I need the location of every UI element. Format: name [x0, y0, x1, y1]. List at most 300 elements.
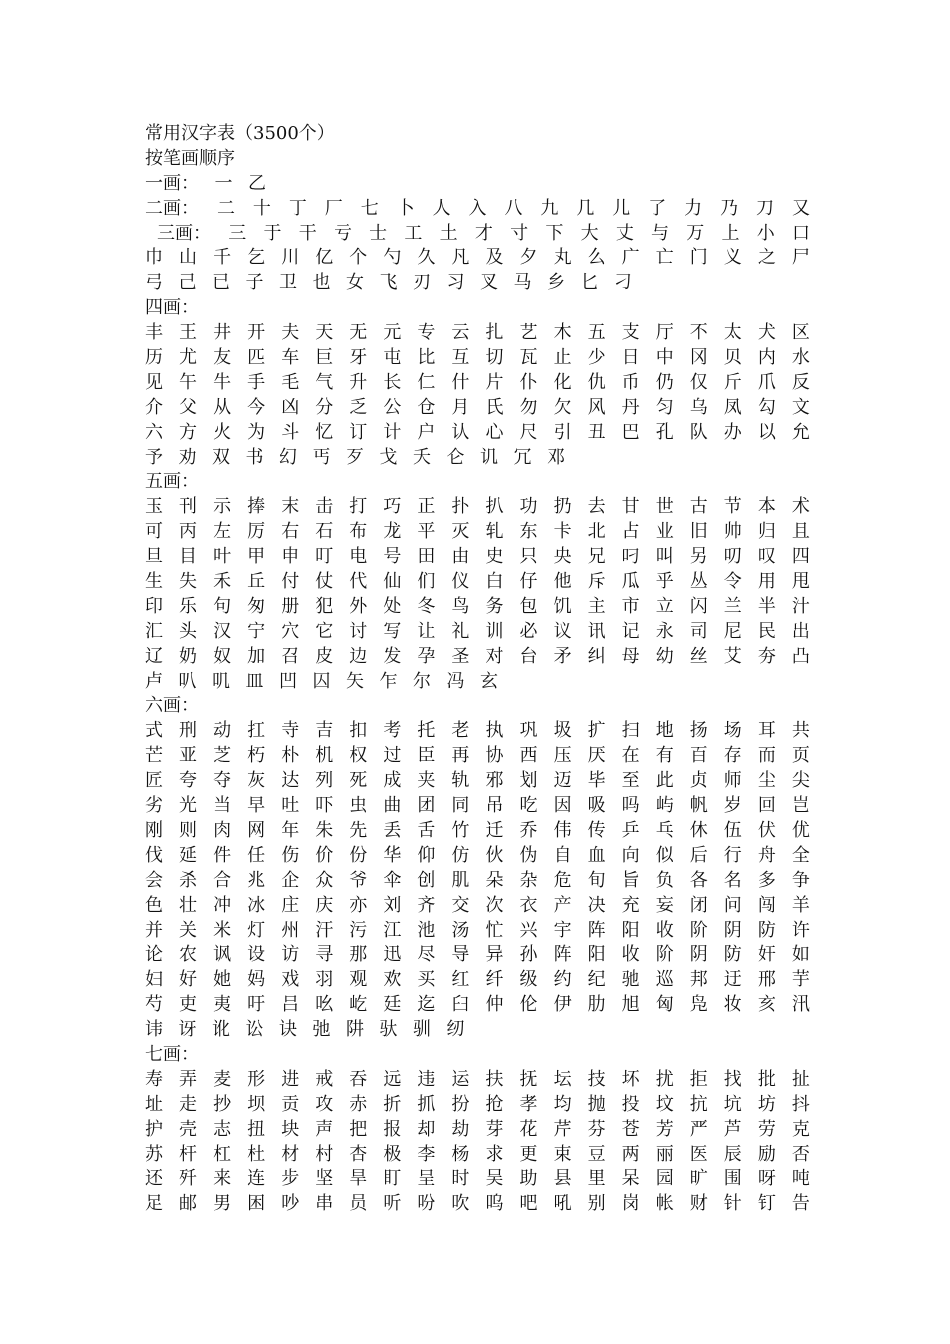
- hanzi-char: 午: [179, 371, 198, 393]
- hanzi-char: 帅: [723, 521, 742, 543]
- hanzi-char: 朵: [485, 869, 504, 891]
- hanzi-char: 芋: [791, 969, 810, 991]
- hanzi-char: 阱: [346, 1019, 364, 1041]
- hanzi-char: 扛: [247, 720, 266, 742]
- hanzi-char: 史: [485, 546, 504, 568]
- hanzi-char: 乓: [655, 819, 674, 841]
- hanzi-char: 杠: [213, 1143, 232, 1165]
- hanzi-char: 引: [553, 421, 572, 443]
- hanzi-char: 财: [689, 1193, 708, 1215]
- hanzi-char: 里: [587, 1168, 606, 1190]
- hanzi-char: 司: [689, 620, 708, 642]
- hanzi-char: 劳: [757, 1118, 776, 1140]
- hanzi-char: 充: [621, 894, 640, 916]
- hanzi-char: 去: [587, 496, 606, 518]
- hanzi-char: 个: [349, 247, 368, 269]
- character-row: [145, 1143, 810, 1168]
- hanzi-char: 少: [587, 347, 606, 369]
- hanzi-char: 木: [553, 322, 572, 344]
- hanzi-char: 术: [791, 496, 810, 518]
- stroke-count-label: 一画：: [145, 172, 199, 194]
- character-row: [145, 570, 810, 595]
- hanzi-char: 讹: [212, 1019, 230, 1041]
- hanzi-char: 山: [179, 247, 198, 269]
- hanzi-char: 芍: [145, 994, 163, 1016]
- hanzi-char: 正: [417, 496, 436, 518]
- hanzi-char: 长: [383, 371, 402, 393]
- hanzi-char: 坝: [247, 1093, 266, 1115]
- hanzi-char: 在: [621, 745, 640, 767]
- hanzi-char: 伦: [519, 994, 538, 1016]
- hanzi-char: 包: [519, 595, 538, 617]
- hanzi-char: 共: [791, 720, 810, 742]
- character-row: [145, 172, 810, 197]
- hanzi-char: 亿: [315, 247, 334, 269]
- hanzi-char: 过: [383, 745, 402, 767]
- hanzi-char: 阴: [689, 944, 708, 966]
- hanzi-char: 师: [723, 770, 742, 792]
- hanzi-char: 厌: [587, 745, 606, 767]
- hanzi-char: 阵: [553, 944, 572, 966]
- hanzi-char: 圾: [553, 720, 572, 742]
- hanzi-char: 皮: [315, 645, 334, 667]
- hanzi-char: 玄: [480, 670, 498, 692]
- hanzi-char: 仲: [485, 994, 504, 1016]
- hanzi-char: 吧: [519, 1193, 538, 1215]
- hanzi-char: 岁: [723, 795, 742, 817]
- hanzi-char: 加: [247, 645, 266, 667]
- hanzi-char: 人: [432, 197, 451, 219]
- stroke-sections: [145, 172, 810, 1217]
- hanzi-char: 匆: [247, 595, 266, 617]
- character-row: [145, 1118, 810, 1143]
- hanzi-char: 凶: [281, 396, 300, 418]
- hanzi-char: 杂: [519, 869, 538, 891]
- hanzi-char: 手: [247, 371, 266, 393]
- hanzi-char: 皿: [245, 670, 264, 692]
- hanzi-char: 吨: [791, 1168, 810, 1190]
- hanzi-char: 丸: [553, 247, 572, 269]
- hanzi-char: 匕: [580, 272, 599, 294]
- hanzi-char: 异: [485, 944, 504, 966]
- hanzi-char: 有: [655, 745, 674, 767]
- hanzi-char: 冬: [417, 595, 436, 617]
- hanzi-char: 克: [791, 1118, 810, 1140]
- hanzi-char: 兴: [519, 919, 538, 941]
- hanzi-char: 臼: [451, 994, 470, 1016]
- hanzi-char: 批: [757, 1068, 776, 1090]
- hanzi-char: 女: [346, 272, 364, 294]
- hanzi-char: 坏: [621, 1068, 640, 1090]
- character-row: [145, 346, 810, 371]
- hanzi-char: 吵: [281, 1193, 300, 1215]
- hanzi-char: 伍: [723, 819, 742, 841]
- hanzi-char: 十: [252, 197, 271, 219]
- hanzi-char: 民: [757, 620, 776, 642]
- hanzi-char: 县: [553, 1168, 572, 1190]
- hanzi-char: 匈: [655, 994, 674, 1016]
- hanzi-char: 村: [315, 1143, 334, 1165]
- hanzi-char: 戈: [379, 446, 398, 468]
- hanzi-char: 口: [791, 222, 810, 244]
- hanzi-char: 吹: [451, 1193, 470, 1215]
- hanzi-char: 币: [621, 371, 640, 393]
- hanzi-char: 另: [689, 546, 708, 568]
- hanzi-char: 奶: [179, 645, 198, 667]
- hanzi-char: 邦: [689, 969, 708, 991]
- hanzi-char: 迁: [485, 819, 504, 841]
- hanzi-char: 讨: [349, 620, 368, 642]
- hanzi-char: 禾: [213, 571, 232, 593]
- hanzi-char: 力: [684, 197, 703, 219]
- hanzi-char: 白: [485, 571, 504, 593]
- hanzi-char: 册: [281, 595, 300, 617]
- hanzi-char: 匠: [145, 770, 163, 792]
- hanzi-char: 杆: [179, 1143, 198, 1165]
- hanzi-char: 励: [757, 1143, 776, 1165]
- hanzi-char: 九: [540, 197, 559, 219]
- hanzi-char: 决: [587, 894, 606, 916]
- hanzi-char: 纠: [587, 645, 606, 667]
- hanzi-char: 巩: [519, 720, 538, 742]
- hanzi-char: 如: [791, 944, 810, 966]
- hanzi-char: 羽: [315, 969, 334, 991]
- hanzi-char: 匀: [655, 396, 674, 418]
- character-row: [145, 520, 810, 545]
- character-row: [145, 744, 810, 769]
- hanzi-char: 光: [179, 795, 198, 817]
- hanzi-char: 千: [213, 247, 232, 269]
- hanzi-char: 汁: [791, 595, 810, 617]
- hanzi-char: 旷: [689, 1168, 708, 1190]
- hanzi-char: 贝: [723, 347, 742, 369]
- hanzi-char: 世: [655, 496, 674, 518]
- hanzi-char: 时: [451, 1168, 470, 1190]
- hanzi-char: 氏: [485, 396, 504, 418]
- hanzi-char: 歼: [179, 1168, 198, 1190]
- hanzi-char: 吐: [281, 795, 300, 817]
- hanzi-char: 中: [655, 347, 674, 369]
- hanzi-char: 抗: [689, 1093, 708, 1115]
- hanzi-char: 钉: [757, 1193, 776, 1215]
- hanzi-char: 风: [587, 396, 606, 418]
- hanzi-char: 呈: [417, 1168, 436, 1190]
- stroke-count-label: 四画：: [145, 297, 199, 319]
- hanzi-char: 今: [247, 396, 266, 418]
- hanzi-char: 网: [247, 819, 266, 841]
- hanzi-char: 夫: [281, 322, 300, 344]
- hanzi-char: 合: [213, 869, 232, 891]
- hanzi-char: 乐: [179, 595, 198, 617]
- stroke-count-label: 六画：: [145, 695, 199, 717]
- hanzi-char: 矢: [346, 670, 364, 692]
- hanzi-char: 才: [474, 222, 493, 244]
- hanzi-char: 坛: [553, 1068, 572, 1090]
- hanzi-char: 凡: [451, 247, 470, 269]
- hanzi-char: 主: [587, 595, 606, 617]
- hanzi-char: 肋: [587, 994, 606, 1016]
- character-row: [145, 869, 810, 894]
- hanzi-char: 违: [417, 1068, 436, 1090]
- hanzi-char: 存: [723, 745, 742, 767]
- hanzi-char: 红: [451, 969, 470, 991]
- hanzi-char: 召: [281, 645, 300, 667]
- hanzi-char: 句: [213, 595, 232, 617]
- hanzi-char: 乏: [349, 396, 368, 418]
- hanzi-char: 它: [315, 620, 334, 642]
- hanzi-char: 污: [349, 919, 368, 941]
- hanzi-char: 早: [247, 795, 266, 817]
- hanzi-char: 盯: [383, 1168, 402, 1190]
- hanzi-char: 戒: [315, 1068, 334, 1090]
- hanzi-char: 份: [349, 844, 368, 866]
- hanzi-char: 灭: [451, 521, 470, 543]
- hanzi-char: 上: [721, 222, 740, 244]
- character-row: [145, 495, 810, 520]
- hanzi-char: 互: [451, 347, 470, 369]
- hanzi-char: 阶: [655, 944, 674, 966]
- hanzi-char: 号: [383, 546, 402, 568]
- hanzi-char: 辽: [145, 645, 163, 667]
- hanzi-char: 巧: [383, 496, 402, 518]
- hanzi-char: 邢: [757, 969, 776, 991]
- hanzi-char: 先: [349, 819, 368, 841]
- hanzi-char: 听: [383, 1193, 402, 1215]
- hanzi-char: 则: [179, 819, 198, 841]
- hanzi-char: 允: [791, 421, 810, 443]
- hanzi-char: 叭: [178, 670, 197, 692]
- hanzi-char: 权: [349, 745, 368, 767]
- character-row: [145, 894, 810, 919]
- hanzi-char: 入: [468, 197, 487, 219]
- hanzi-char: 让: [417, 620, 436, 642]
- hanzi-char: 扔: [553, 496, 572, 518]
- hanzi-char: 尼: [723, 620, 742, 642]
- hanzi-char: 防: [757, 919, 776, 941]
- hanzi-char: 卢: [145, 670, 163, 692]
- hanzi-char: 公: [383, 396, 402, 418]
- hanzi-char: 兰: [723, 595, 742, 617]
- hanzi-char: 永: [655, 620, 674, 642]
- hanzi-char: 汤: [451, 919, 470, 941]
- hanzi-char: 员: [349, 1193, 368, 1215]
- hanzi-char: 土: [439, 222, 458, 244]
- hanzi-char: 扫: [621, 720, 640, 742]
- hanzi-char: 必: [519, 620, 538, 642]
- hanzi-char: 乔: [519, 819, 538, 841]
- character-row: [145, 1068, 810, 1093]
- hanzi-char: 车: [281, 347, 300, 369]
- hanzi-char: 极: [383, 1143, 402, 1165]
- hanzi-char: 巡: [655, 969, 674, 991]
- hanzi-char: 丛: [689, 571, 708, 593]
- hanzi-char: 讼: [245, 1019, 264, 1041]
- hanzi-char: 平: [417, 521, 436, 543]
- hanzi-char: 式: [145, 720, 163, 742]
- hanzi-char: 西: [519, 745, 538, 767]
- character-row: [145, 271, 810, 296]
- hanzi-char: 纫: [446, 1019, 465, 1041]
- hanzi-char: 收: [655, 919, 674, 941]
- hanzi-char: 吃: [519, 795, 538, 817]
- hanzi-char: 吉: [315, 720, 334, 742]
- hanzi-char: 男: [213, 1193, 232, 1215]
- hanzi-char: 冗: [513, 446, 532, 468]
- hanzi-char: 呜: [485, 1193, 504, 1215]
- hanzi-char: 虫: [349, 795, 368, 817]
- hanzi-char: 李: [417, 1143, 436, 1165]
- hanzi-char: 弛: [312, 1019, 331, 1041]
- hanzi-char: 夯: [757, 645, 776, 667]
- hanzi-char: 厅: [655, 322, 674, 344]
- hanzi-char: 危: [553, 869, 572, 891]
- hanzi-char: 针: [723, 1193, 742, 1215]
- hanzi-char: 优: [791, 819, 810, 841]
- hanzi-char: 古: [689, 496, 708, 518]
- hanzi-char: 井: [213, 322, 232, 344]
- hanzi-char: 束: [553, 1143, 572, 1165]
- hanzi-char: 于: [263, 222, 282, 244]
- hanzi-char: 讶: [178, 1019, 197, 1041]
- hanzi-char: 叨: [723, 546, 742, 568]
- hanzi-char: 协: [485, 745, 504, 767]
- hanzi-char: 心: [485, 421, 504, 443]
- hanzi-char: 行: [723, 844, 742, 866]
- hanzi-char: 玉: [145, 496, 163, 518]
- hanzi-char: 芒: [145, 745, 163, 767]
- hanzi-char: 北: [587, 521, 606, 543]
- hanzi-char: 汇: [145, 620, 163, 642]
- hanzi-char: 围: [723, 1168, 742, 1190]
- document-page: [145, 122, 810, 1217]
- hanzi-char: 节: [723, 496, 742, 518]
- hanzi-char: 乙: [248, 172, 266, 194]
- hanzi-char: 自: [553, 844, 572, 866]
- hanzi-char: 爪: [757, 371, 776, 393]
- hanzi-char: 伞: [383, 869, 402, 891]
- hanzi-char: 处: [383, 595, 402, 617]
- hanzi-char: 业: [655, 521, 674, 543]
- hanzi-char: 运: [451, 1068, 470, 1090]
- hanzi-char: 投: [621, 1093, 640, 1115]
- hanzi-char: 令: [723, 571, 742, 593]
- hanzi-char: 义: [723, 247, 742, 269]
- hanzi-char: 轨: [451, 770, 470, 792]
- hanzi-char: 庆: [315, 894, 334, 916]
- hanzi-char: 反: [791, 371, 810, 393]
- hanzi-char: 她: [213, 969, 232, 991]
- hanzi-char: 屯: [383, 347, 402, 369]
- hanzi-char: 呆: [621, 1168, 640, 1190]
- hanzi-char: 齐: [417, 894, 436, 916]
- hanzi-char: 爷: [349, 869, 368, 891]
- hanzi-char: 孔: [655, 421, 674, 443]
- hanzi-char: 也: [312, 272, 331, 294]
- hanzi-char: 亚: [179, 745, 198, 767]
- hanzi-char: 芳: [655, 1118, 674, 1140]
- hanzi-char: 乌: [689, 396, 708, 418]
- hanzi-char: 六: [145, 421, 163, 443]
- hanzi-char: 仗: [315, 571, 334, 593]
- hanzi-char: 走: [179, 1093, 198, 1115]
- hanzi-char: 吓: [315, 795, 334, 817]
- hanzi-char: 亥: [757, 994, 776, 1016]
- hanzi-char: 开: [247, 322, 266, 344]
- hanzi-char: 汗: [315, 919, 334, 941]
- hanzi-char: 广: [621, 247, 640, 269]
- hanzi-char: 求: [485, 1143, 504, 1165]
- hanzi-char: 欠: [553, 396, 572, 418]
- hanzi-char: 多: [757, 869, 776, 891]
- hanzi-char: 台: [519, 645, 538, 667]
- hanzi-char: 页: [791, 745, 810, 767]
- hanzi-char: 大: [580, 222, 599, 244]
- hanzi-char: 甲: [247, 546, 266, 568]
- hanzi-char: 们: [417, 571, 436, 593]
- hanzi-char: 讳: [145, 1019, 163, 1041]
- hanzi-char: 志: [213, 1118, 232, 1140]
- hanzi-char: 杜: [247, 1143, 266, 1165]
- character-row: [145, 844, 810, 869]
- hanzi-char: 以: [757, 421, 776, 443]
- hanzi-char: 豆: [587, 1143, 606, 1165]
- hanzi-char: 设: [247, 944, 266, 966]
- hanzi-char: 件: [213, 844, 232, 866]
- hanzi-char: 区: [791, 322, 810, 344]
- hanzi-char: 驮: [379, 1019, 398, 1041]
- hanzi-char: 帆: [689, 795, 708, 817]
- hanzi-char: 勿: [519, 396, 538, 418]
- hanzi-char: 归: [757, 521, 776, 543]
- hanzi-char: 田: [417, 546, 436, 568]
- hanzi-char: 驰: [621, 969, 640, 991]
- character-row: [145, 371, 810, 396]
- hanzi-char: 朱: [315, 819, 334, 841]
- hanzi-char: 旨: [621, 869, 640, 891]
- hanzi-char: 纪: [587, 969, 606, 991]
- hanzi-char: 肌: [451, 869, 470, 891]
- hanzi-char: 耳: [757, 720, 776, 742]
- hanzi-char: 汛: [791, 994, 810, 1016]
- hanzi-char: 坚: [315, 1168, 334, 1190]
- hanzi-char: 价: [315, 844, 334, 866]
- hanzi-char: 升: [349, 371, 368, 393]
- hanzi-char: 击: [315, 496, 334, 518]
- hanzi-char: 亦: [349, 894, 368, 916]
- hanzi-char: 讽: [213, 944, 232, 966]
- hanzi-char: 申: [281, 546, 300, 568]
- hanzi-char: 工: [404, 222, 423, 244]
- hanzi-char: 华: [383, 844, 402, 866]
- hanzi-char: 却: [417, 1118, 436, 1140]
- hanzi-char: 刁: [614, 272, 632, 294]
- hanzi-char: 妆: [723, 994, 742, 1016]
- hanzi-char: 瓦: [519, 347, 538, 369]
- hanzi-char: 抓: [417, 1093, 436, 1115]
- hanzi-char: 介: [145, 396, 163, 418]
- hanzi-char: 欢: [383, 969, 402, 991]
- hanzi-char: 仰: [417, 844, 436, 866]
- hanzi-char: 丰: [145, 322, 163, 344]
- hanzi-char: 折: [383, 1093, 402, 1115]
- hanzi-char: 仿: [451, 844, 470, 866]
- hanzi-char: 灯: [247, 919, 266, 941]
- hanzi-char: 苏: [145, 1143, 163, 1165]
- hanzi-char: 拒: [689, 1068, 708, 1090]
- hanzi-char: 扩: [587, 720, 606, 742]
- hanzi-char: 匹: [247, 347, 266, 369]
- hanzi-char: 由: [451, 546, 470, 568]
